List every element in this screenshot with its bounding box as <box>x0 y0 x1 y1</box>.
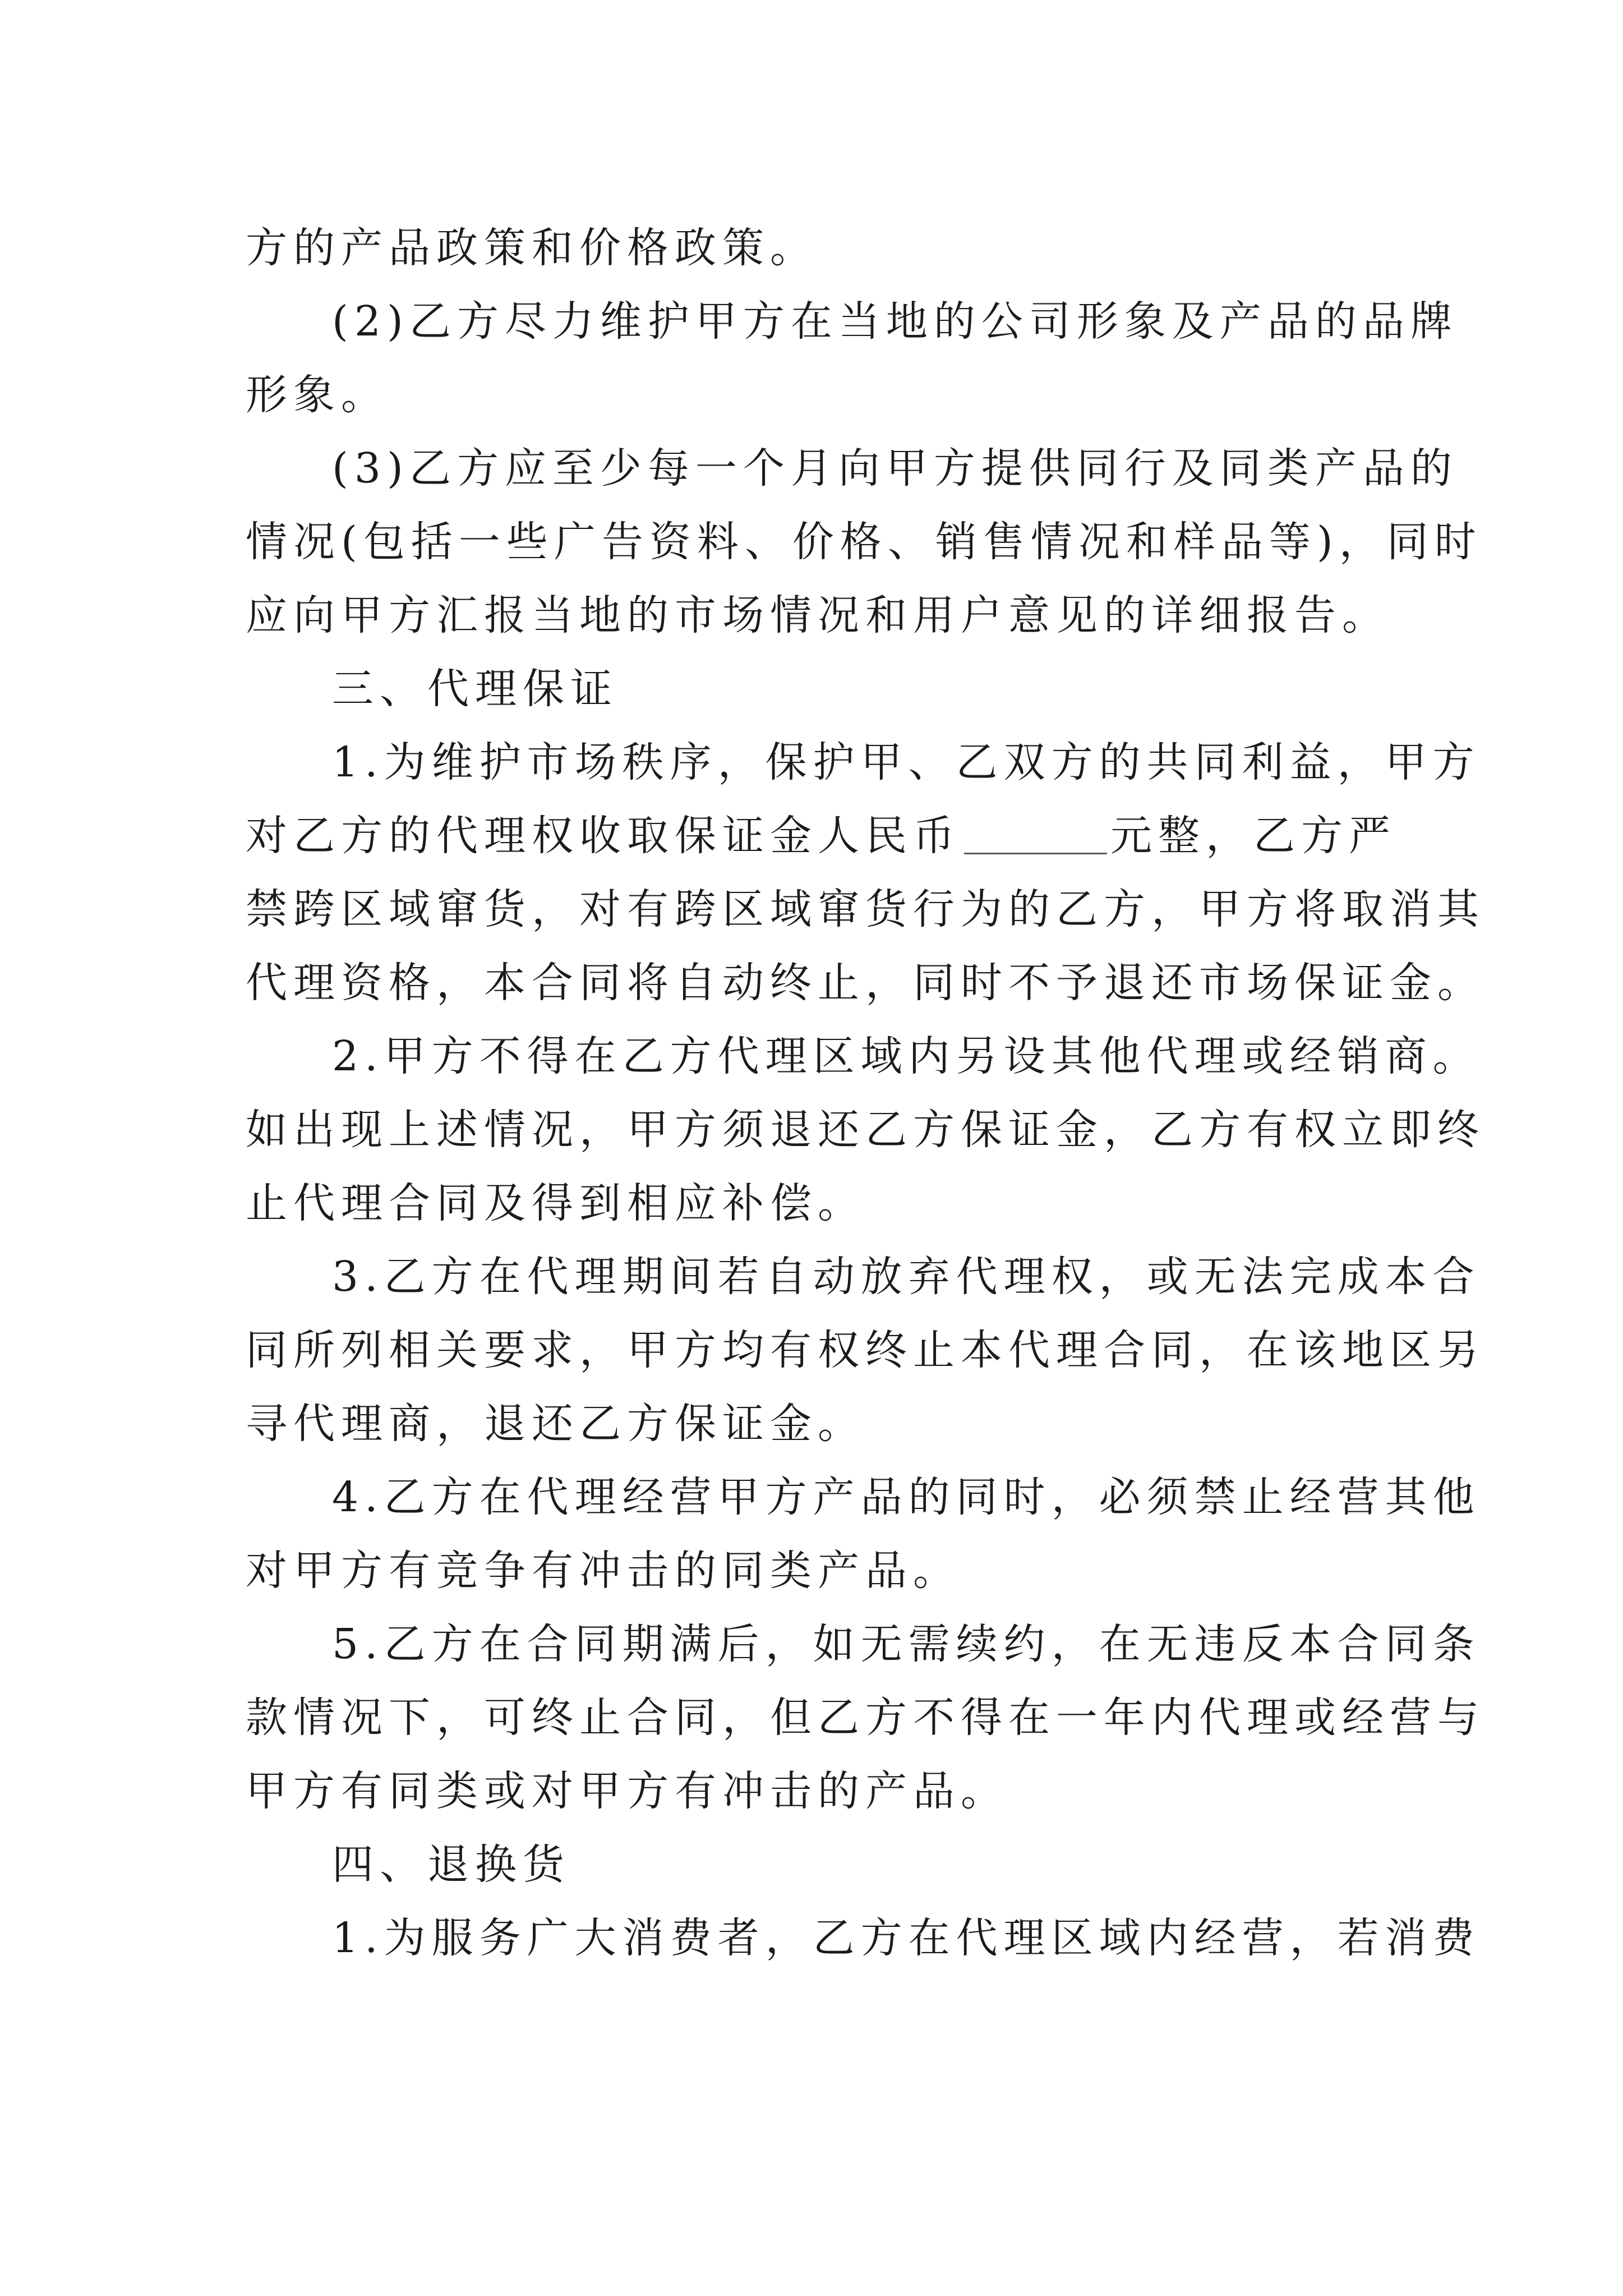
section-heading: 四、退换货 <box>332 1841 570 1889</box>
text-line-with-blank <box>246 802 1396 869</box>
text-segment: 对乙方的代理权收取保证金人民币 <box>246 812 961 860</box>
text-line: 甲方有同类或对甲方有冲击的产品。 <box>246 1767 1008 1815</box>
text-line: 2.甲方不得在乙方代理区域内另设其他代理或经销商。 <box>332 1032 1481 1080</box>
text-line: 形象。 <box>246 371 389 419</box>
text-line: (3)乙方应至少每一个月向甲方提供同行及同类产品的 <box>332 444 1458 493</box>
text-line: 代理资格，本合同将自动终止，同时不予退还市场保证金。 <box>246 959 1485 1007</box>
text-line: 5.乙方在合同期满后，如无需续约，在无违反本合同条 <box>332 1620 1481 1668</box>
section-heading: 三、代理保证 <box>332 665 618 713</box>
text-line: 应向甲方汇报当地的市场情况和用户意见的详细报告。 <box>246 591 1390 639</box>
text-line: 寻代理商，退还乙方保证金。 <box>246 1400 865 1448</box>
fill-in-blank <box>964 853 1107 854</box>
text-line: 1.为服务广大消费者，乙方在代理区域内经营，若消费 <box>332 1914 1481 1962</box>
text-line: 如出现上述情况，甲方须退还乙方保证金，乙方有权立即终 <box>246 1106 1485 1154</box>
text-segment: 元整，乙方严 <box>1110 812 1396 860</box>
text-line: 款情况下，可终止合同，但乙方不得在一年内代理或经营与 <box>246 1694 1485 1742</box>
text-line: 4.乙方在代理经营甲方产品的同时，必须禁止经营其他 <box>332 1473 1481 1521</box>
text-line: 方的产品政策和价格政策。 <box>246 224 818 272</box>
text-line: 对甲方有竞争有冲击的同类产品。 <box>246 1547 961 1595</box>
text-line: 情况(包括一些广告资料、价格、销售情况和样品等)，同时 <box>246 518 1482 566</box>
text-line: 止代理合同及得到相应补偿。 <box>246 1179 865 1227</box>
text-line: 同所列相关要求，甲方均有权终止本代理合同，在该地区另 <box>246 1326 1485 1374</box>
text-line: 1.为维护市场秩序，保护甲、乙双方的共同利益，甲方 <box>332 738 1481 786</box>
text-line: 禁跨区域窜货，对有跨区域窜货行为的乙方，甲方将取消其 <box>246 885 1485 933</box>
text-line: (2)乙方尽力维护甲方在当地的公司形象及产品的品牌 <box>332 297 1458 346</box>
text-line: 3.乙方在代理期间若自动放弃代理权，或无法完成本合 <box>332 1253 1481 1301</box>
